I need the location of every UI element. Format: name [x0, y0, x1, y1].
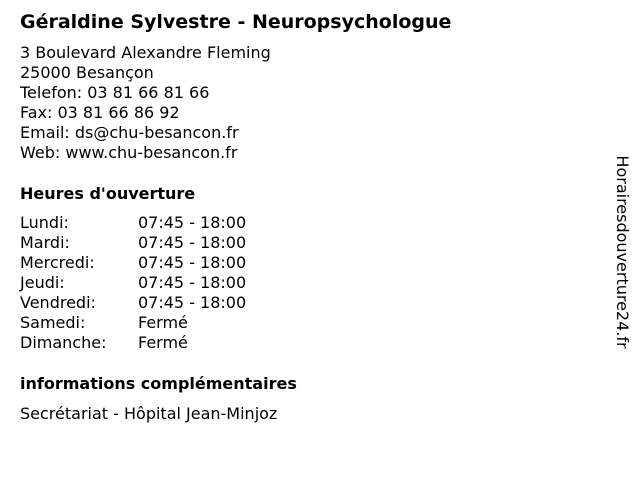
- fax-number: Fax: 03 81 66 86 92: [20, 103, 180, 122]
- hours-row-friday: [20, 293, 320, 313]
- hours-row-thursday: [20, 273, 320, 293]
- address-street: 3 Boulevard Alexandre Fleming: [20, 43, 271, 62]
- day-hours: Fermé: [138, 313, 188, 332]
- hours-row-tuesday: [20, 233, 320, 253]
- day-hours: Fermé: [138, 333, 188, 352]
- website-url: Web: www.chu-besancon.fr: [20, 143, 238, 162]
- phone-number: Telefon: 03 81 66 81 66: [20, 83, 210, 102]
- additional-info-text: Secrétariat - Hôpital Jean-Minjoz: [20, 404, 278, 423]
- day-label: Samedi:: [20, 313, 86, 332]
- day-hours: 07:45 - 18:00: [138, 253, 247, 272]
- address-city: 25000 Besançon: [20, 63, 154, 82]
- contact-block: [20, 43, 271, 163]
- day-hours: 07:45 - 18:00: [138, 293, 247, 312]
- day-label: Lundi:: [20, 213, 69, 232]
- hours-row-saturday: [20, 313, 320, 333]
- hours-row-monday: [20, 213, 320, 233]
- hours-row-sunday: [20, 333, 320, 353]
- site-watermark: Horairesdouverture24.fr: [613, 155, 632, 349]
- day-hours: 07:45 - 18:00: [138, 233, 247, 252]
- day-label: Vendredi:: [20, 293, 96, 312]
- day-hours: 07:45 - 18:00: [138, 213, 247, 232]
- opening-hours-list: [20, 213, 320, 353]
- day-hours: 07:45 - 18:00: [138, 273, 247, 292]
- day-label: Dimanche:: [20, 333, 107, 352]
- day-label: Mardi:: [20, 233, 70, 252]
- opening-hours-heading: Heures d'ouverture: [20, 184, 196, 203]
- email-address: Email: ds@chu-besancon.fr: [20, 123, 239, 142]
- day-label: Mercredi:: [20, 253, 95, 272]
- day-label: Jeudi:: [20, 273, 65, 292]
- page-title: Géraldine Sylvestre - Neuropsychologue: [20, 11, 452, 33]
- additional-info-heading: informations complémentaires: [20, 374, 297, 393]
- hours-row-wednesday: [20, 253, 320, 273]
